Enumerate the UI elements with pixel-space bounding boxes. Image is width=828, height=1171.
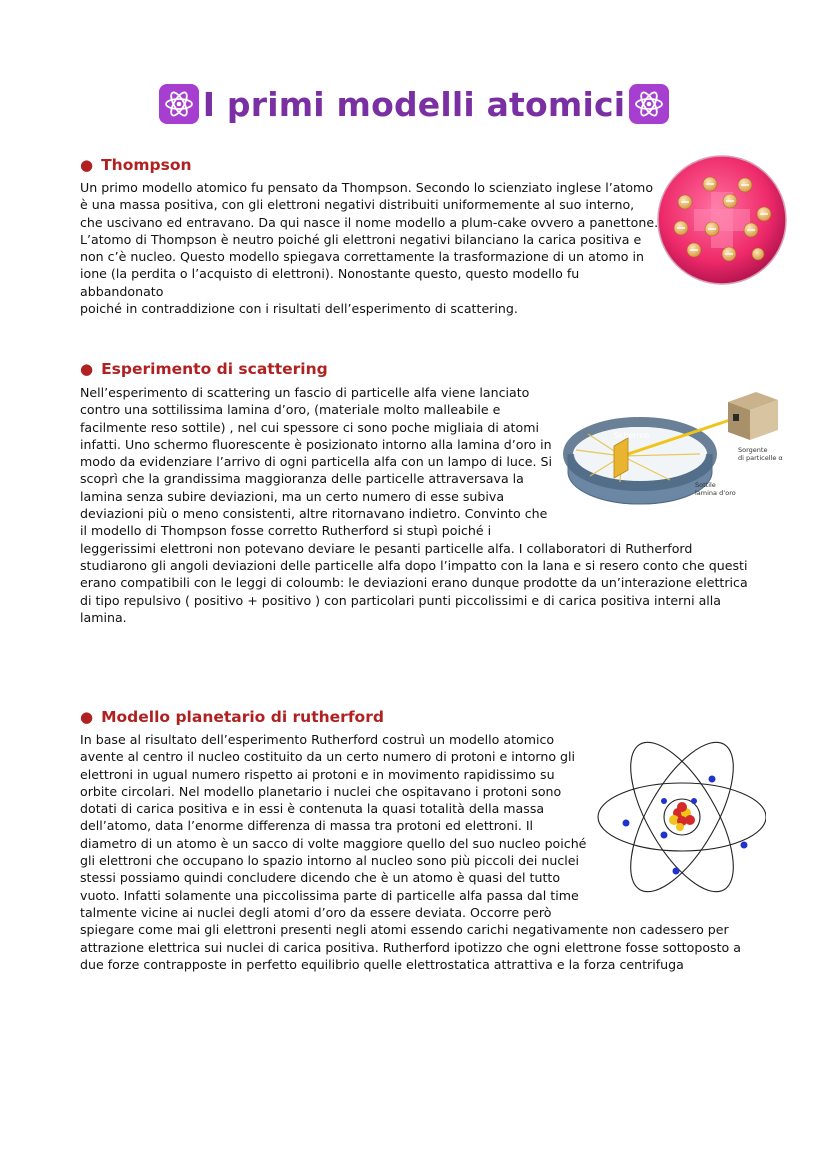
planetary-atom-figure bbox=[594, 735, 766, 903]
section-heading-text: Thompson bbox=[101, 156, 192, 174]
bullet-icon: ● bbox=[80, 360, 94, 378]
section-body-scattering: Nell’esperimento di scattering un fascio di particelle alfa viene lanciato contro una sottilissima lamina d’oro, (materiale molto malleabile e facilmente reso sottile) , nel cui spessore ci sono poche migliaia di atomi infatti. Uno schermo fluorescente è posizionato intorno alla lamina d’oro in modo da evidenziare l’arrivo di ogni particella alfa con un lampo di luce. Si scoprì che la grandissima maggioranza delle particelle attraversava la lamina senza subire deviazioni, ma un certo numero di esse subiva deviazioni più o meno consistenti, altre ritornavano indietro. Convinto che il modello di Thompson fosse corretto Rutherford si stupì poiché i leggerissimi elettroni non potevano deviare le pesanti particelle alfa. I collaboratori di Rutherford studiarono gli angoli deviazioni delle particelle alfa dopo l’impatto con la lana e si resero conto che questi erano compatibili con le leggi di coloumb: le deviazioni erano dunque prodotte da un’interazione elettrica di tipo repulsivo ( positivo + positivo ) con particolari punti piccolissimi e di carica positiva interni alla lamina. bbox=[80, 385, 748, 625]
atom-symbol-icon bbox=[159, 84, 199, 124]
section-heading-rutherford bbox=[80, 708, 384, 726]
page-title bbox=[0, 84, 828, 124]
figure-label-source: Sorgente di particelle α bbox=[738, 446, 783, 462]
figure-label-foil: Sottile lamina d’oro bbox=[695, 481, 736, 497]
section-heading-scattering bbox=[80, 360, 328, 378]
figure-label-screen: Schermo bbox=[614, 431, 650, 440]
bullet-icon: ● bbox=[80, 708, 94, 726]
section-body-rutherford: In base al risultato dell’esperimento Rutherford costruì un modello atomico avente al centro il nucleo costituito da un certo numero di protoni e intorno gli elettroni in ugual numero rispetto ai protoni e in movimento rapidissimo su orbite circolari. Nel modello planetario i nuclei che ospitavano i protoni sono dotati di carica positiva e in essi è contenuta la quasi totalità della massa dell’atomo, data l’enorme differenza di massa tra protoni ed elettroni. Il diametro di un atomo è un sacco di volte maggiore quello del suo nucleo poiché gli elettroni che occupano lo spazio intorno al nucleo sono più piccoli dei nuclei stessi possiamo quindi concludere dicendo che è un atomo è quasi del tutto vuoto. Infatti solamente una piccolissima parte di particelle alfa passa dal time talmente vicine ai nuclei degli atomi d’oro da essere deviata. Occorre però spiegare come mai gli elettroni presenti negli atomi essendo carichi negativamente non cadessero per attrazione elettrica sui nuclei di carica positiva. Rutherford ipotizzo che ogni elettrone fosse sottoposto a due forze contrapposte in perfetto equilibrio quelle elettrostatica attrattiva e la forza centrifuga bbox=[80, 732, 741, 972]
section-body-thompson: Un primo modello atomico fu pensato da Thompson. Secondo lo scienziato inglese l’atomo è una massa positiva, con gli elettroni negativi distribuiti uniformemente al suo interno, che uscivano ed entravano. Da qui nasce il nome modello a plum-cake ovvero a panettone. L’atomo di Thompson è neutro poiché gli elettroni negativi bilanciano la carica positiva e non c’è nucleo. Questo modello spiegava correttamente la trasformazione di un atomo in ione (la perdita o l’acquisto di elettroni). Nonostante questo, questo modello fu abbandonato poiché in contraddizione con i risultati dell’esperimento di scattering. bbox=[80, 180, 659, 317]
section-heading-text: Esperimento di scattering bbox=[101, 360, 328, 378]
plum-pudding-atom-figure bbox=[654, 154, 790, 286]
atom-symbol-icon bbox=[629, 84, 669, 124]
bullet-icon: ● bbox=[80, 156, 94, 174]
section-heading-text: Modello planetario di rutherford bbox=[101, 708, 384, 726]
section-heading-thompson bbox=[80, 156, 192, 174]
page-title-text: I primi modelli atomici bbox=[202, 84, 626, 124]
